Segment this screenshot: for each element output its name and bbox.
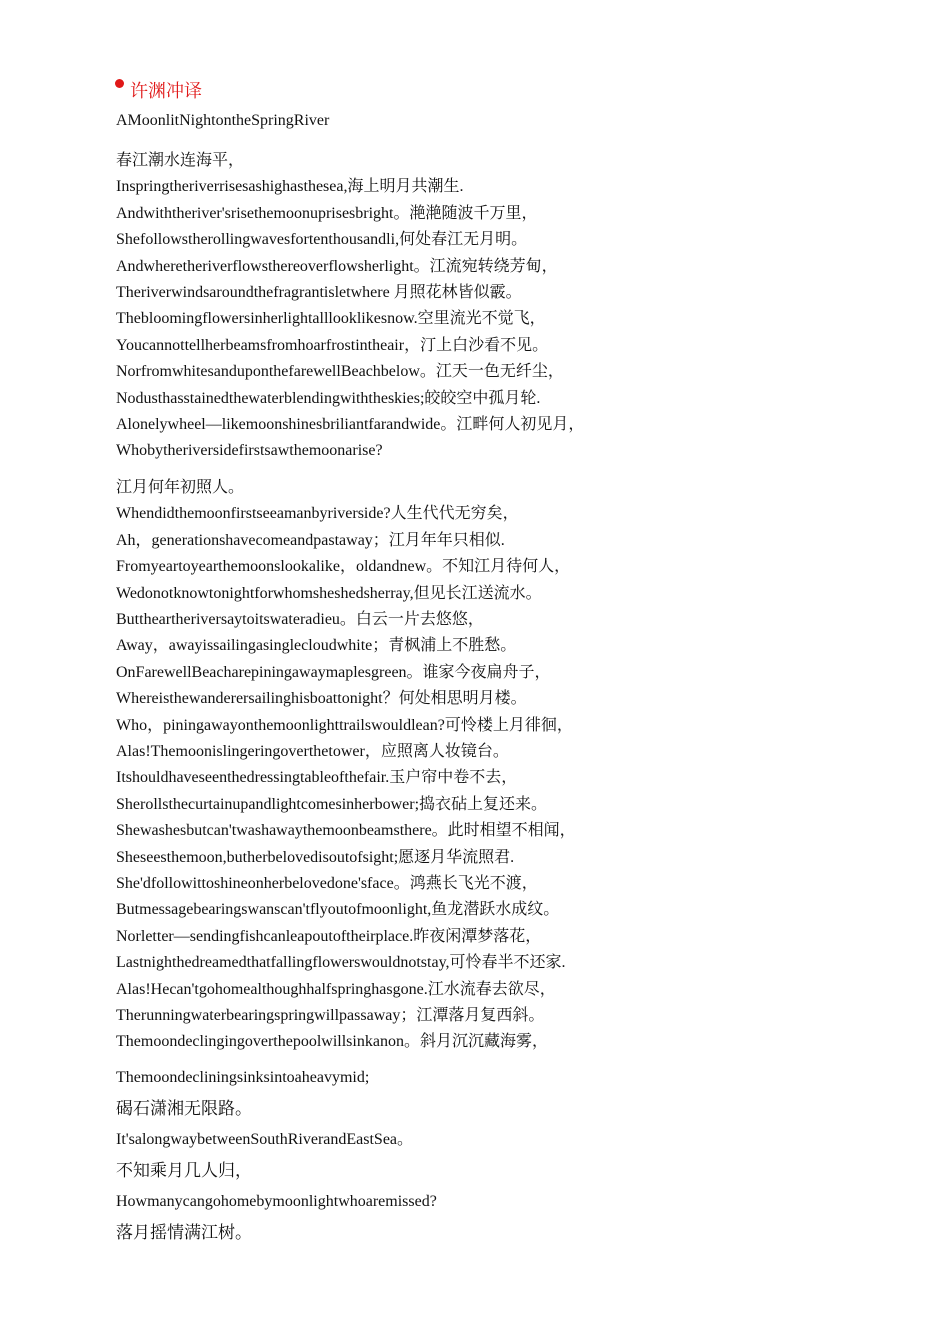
poem-line: Shewashesbutcan'twashawaythemoonbeamsthere。此时相望不相闻， xyxy=(116,822,576,840)
poem-line: Youcannottellherbeamsfromhoarfrostintheair，汀上白沙看不见。 xyxy=(116,336,549,354)
stanza-2 xyxy=(116,475,876,1056)
poem-line: Whendidthemoonfirstseeamanbyriverside?人生代代无穷矣， xyxy=(116,505,519,523)
poem-line: 春江潮水连海平， xyxy=(116,152,245,169)
poem-line: Andwiththeriver'srisethemoonuprisesbright。滟滟随波千万里， xyxy=(116,204,538,222)
poem-line: Buttheartheriversaytoitswateradieu。白云一片去悠悠， xyxy=(116,610,484,628)
poem-line: Themoondeclingingoverthepoolwillsinkanon。斜月沉沉藏海雾， xyxy=(116,1033,548,1051)
poem-line: OnFarewellBeacharepiningawaymaplesgreen。谁家今夜扁舟子， xyxy=(116,663,551,681)
poem-line: Whobytheriversidefirstsawthemoonarise? xyxy=(116,442,383,460)
poem-line: She'dfollowittoshineonherbelovedone'sface。鸿燕长飞光不渡， xyxy=(116,874,538,892)
poem-line: Lastnighthedreamedthatfallingflowerswouldnotstay,可怜春半不还家. xyxy=(116,954,566,972)
poem-line: Itshouldhaveseenthedressingtableofthefair.玉户帘中卷不去， xyxy=(116,769,518,787)
document-page xyxy=(116,78,876,1248)
poem-line: 落月摇情满江树。 xyxy=(116,1222,252,1242)
poem-line: Theriverwindsaroundthefragrantisletwhere 月照花林皆似霰。 xyxy=(116,284,522,302)
poem-line: Ah，generationshavecomeandpastaway；江月年年只相似. xyxy=(116,531,505,549)
poem-line: Alonelywheel—likemoonshinesbriliantfarandwide。江畔何人初见月， xyxy=(116,416,585,434)
poem-line: NorfromwhitesanduponthefarewellBeachbelow。江天一色无纤尘， xyxy=(116,363,564,381)
poem-line: It'salongwaybetweenSouthRiverandEastSea。 xyxy=(116,1130,414,1148)
poem-line: Sherollsthecurtainupandlightcomesinherbower;捣衣砧上复还来。 xyxy=(116,795,548,813)
poem-line: Away，awayissailingasinglecloudwhite；青枫浦上不胜愁。 xyxy=(116,637,517,655)
stanza-1 xyxy=(116,148,876,465)
poem-line: 不知乘月几人归， xyxy=(116,1160,252,1180)
poem-line: Shefollowstherollingwavesfortenthousandli,何处春江无月明。 xyxy=(116,231,528,249)
poem-line: 江月何年初照人。 xyxy=(116,478,245,496)
closing-lines xyxy=(116,1062,876,1248)
poem-line: Andwheretheriverflowsthereoverflowsherlight。江流宛转绕芳甸， xyxy=(116,257,558,275)
poem-line: Howmanycangohomebymoonlightwhoaremissed? xyxy=(116,1192,437,1210)
translator-heading xyxy=(116,78,876,104)
poem-line: Thebloomingflowersinherlightalllooklikesnow.空里流光不觉飞， xyxy=(116,310,546,328)
poem-line: Nodusthasstainedthewaterblendingwiththeskies;皎皎空中孤月轮. xyxy=(116,389,541,407)
poem-title-english: AMoonlitNightontheSpringRiver xyxy=(116,112,330,129)
poem-line: Therunningwaterbearingspringwillpassaway；江潭落月复西斜。 xyxy=(116,1007,545,1024)
poem-line: Butmessagebearingswanscan'tflyoutofmoonlight,鱼龙潜跃水成纹。 xyxy=(116,901,560,919)
poem-line: Inspringtheriverrisesashighasthesea,海上明月共潮生. xyxy=(116,178,464,196)
poem-line: Alas!Hecan'tgohomealthoughhalfspringhasgone.江水流春去欲尽， xyxy=(116,980,556,998)
poem-line: 碣石潇湘无限路。 xyxy=(116,1098,252,1118)
poem-line: Whereisthewanderersailinghisboattonight？何处相思明月楼。 xyxy=(116,690,527,708)
poem-line: Fromyeartoyearthemoonslookalike，oldandnew。不知江月待何人， xyxy=(116,558,571,576)
poem-line: Themoondecliningsinksintoaheavymid; xyxy=(116,1068,370,1086)
poem-line: Who，piningawayonthemoonlighttrailswouldlean?可怜楼上月徘徊， xyxy=(116,716,573,734)
poem-line: Sheseesthemoon,butherbelovedisoutofsight;愿逐月华流照君. xyxy=(116,848,515,866)
translator-name: 许渊冲译 xyxy=(130,81,202,101)
red-bullet-icon xyxy=(115,79,124,88)
poem-line: Norletter—sendingfishcanleapoutoftheirplace.昨夜闲潭梦落花， xyxy=(116,927,542,945)
poem-line: Alas!Themoonislingeringoverthetower，应照离人妆镜台。 xyxy=(116,742,509,760)
poem-line: Wedonotknowtonightforwhomsheshedsherray,但见长江送流水。 xyxy=(116,584,542,602)
